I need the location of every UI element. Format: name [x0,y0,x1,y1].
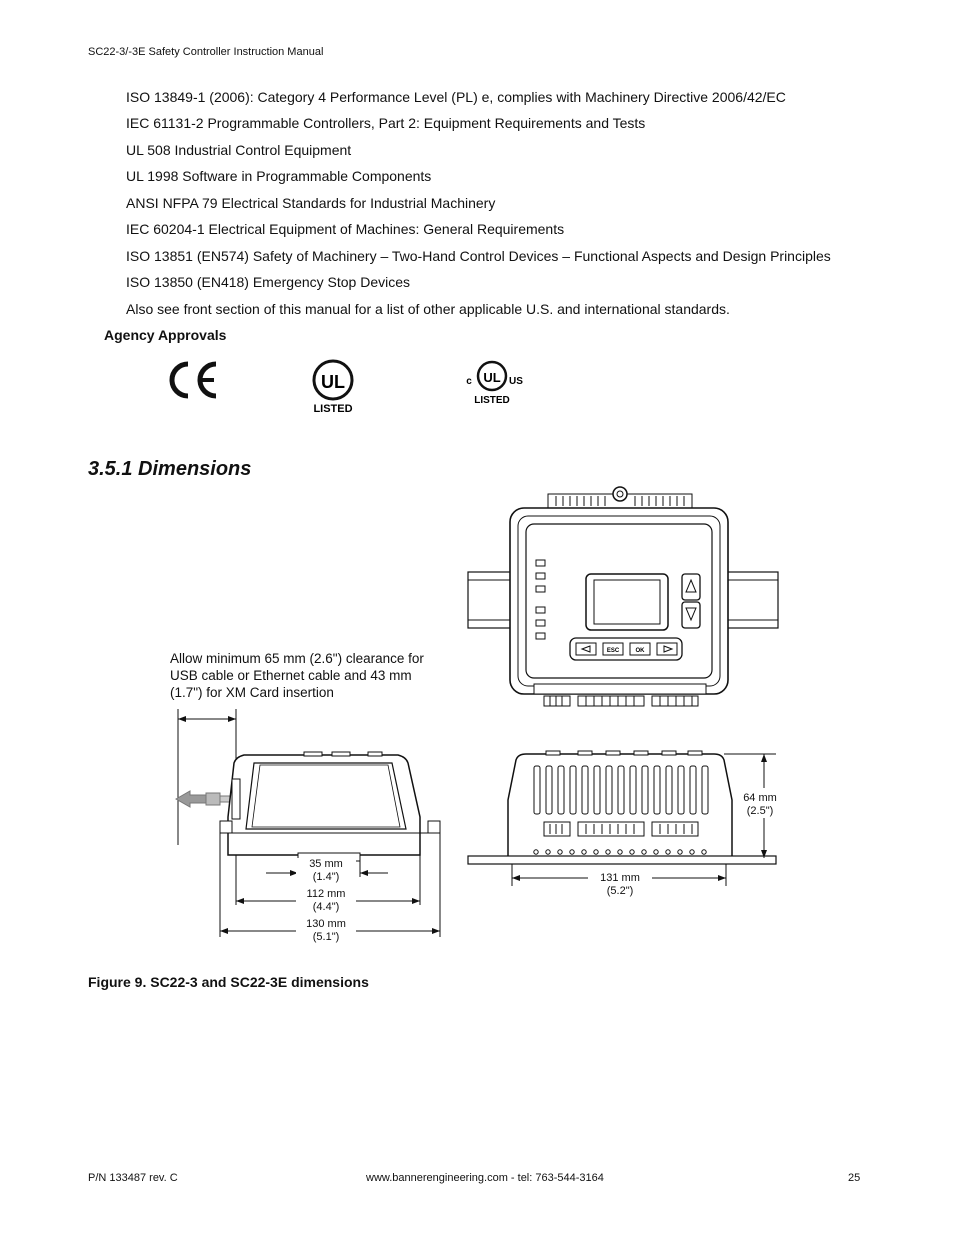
standard-item: IEC 60204-1 Electrical Equipment of Machines: General Requirements [126,221,565,237]
front-view-diagram [460,480,790,712]
dim-131mm-value: 131 mm [600,872,640,884]
ok-button-label: OK [635,648,645,654]
dim-35mm-value: 35 mm [309,858,343,870]
dim-131mm-inches: (5.2") [606,885,634,897]
dim-64mm-inches: (2.5") [746,805,774,817]
dim-130mm-inches: (5.1") [312,931,340,943]
dim-130mm-label [296,918,356,944]
dim-131mm-label [588,872,652,898]
ul-listed-text: LISTED [313,403,353,415]
cul-us-listed-mark-icon [462,360,526,408]
standard-item: ANSI NFPA 79 Electrical Standards for Industrial Machinery [126,195,496,211]
dim-130mm-value: 130 mm [306,918,346,930]
figure-caption: Figure 9. SC22-3 and SC22-3E dimensions [88,974,369,990]
standard-item: ISO 13851 (EN574) Safety of Machinery – Two-Hand Control Devices – Functional Aspects and Design Principles [126,248,831,264]
standards-note: Also see front section of this manual for a list of other applicable U.S. and international standards. [126,301,730,317]
agency-approvals-heading: Agency Approvals [104,327,227,343]
dim-112mm-value: 112 mm [306,888,346,900]
standard-item: IEC 61131-2 Programmable Controllers, Part 2: Equipment Requirements and Tests [126,115,646,131]
standard-item: ISO 13850 (EN418) Emergency Stop Devices [126,274,411,290]
cul-mark-text: UL [483,370,501,385]
cul-us-text: US [509,376,523,387]
cul-c-text: c [466,376,472,387]
clearance-note: Allow minimum 65 mm (2.6") clearance for USB cable or Ethernet cable and 43 mm (1.7") for XM Card insertion [170,651,424,700]
ul-listed-mark-icon [310,358,356,416]
standard-item: ISO 13849-1 (2006): Category 4 Performance Level (PL) e, complies with Machinery Directive 2006/42/EC [126,89,786,105]
footer-part-number: P/N 133487 rev. C [88,1172,178,1184]
dim-64mm-value: 64 mm [743,792,777,804]
bottom-view-diagram [460,748,790,888]
standard-item: UL 508 Industrial Control Equipment [126,142,352,158]
footer-contact: www.bannerengineering.com - tel: 763-544-3164 [366,1172,604,1184]
esc-button-label: ESC [606,648,620,654]
dim-35mm-label [296,858,356,884]
dim-112mm-label [296,888,356,914]
cul-listed-text: LISTED [474,395,510,406]
dim-112mm-inches: (4.4") [312,901,340,913]
dim-64mm-label [734,792,786,818]
footer-page-number: 25 [848,1172,861,1184]
dim-35mm-inches: (1.4") [312,871,340,883]
ul-mark-text: UL [321,372,345,392]
ce-mark-icon [164,360,220,400]
page-header: SC22-3/-3E Safety Controller Instruction Manual [88,46,324,58]
section-title: 3.5.1 Dimensions [88,458,252,480]
standard-item: UL 1998 Software in Programmable Components [126,168,432,184]
